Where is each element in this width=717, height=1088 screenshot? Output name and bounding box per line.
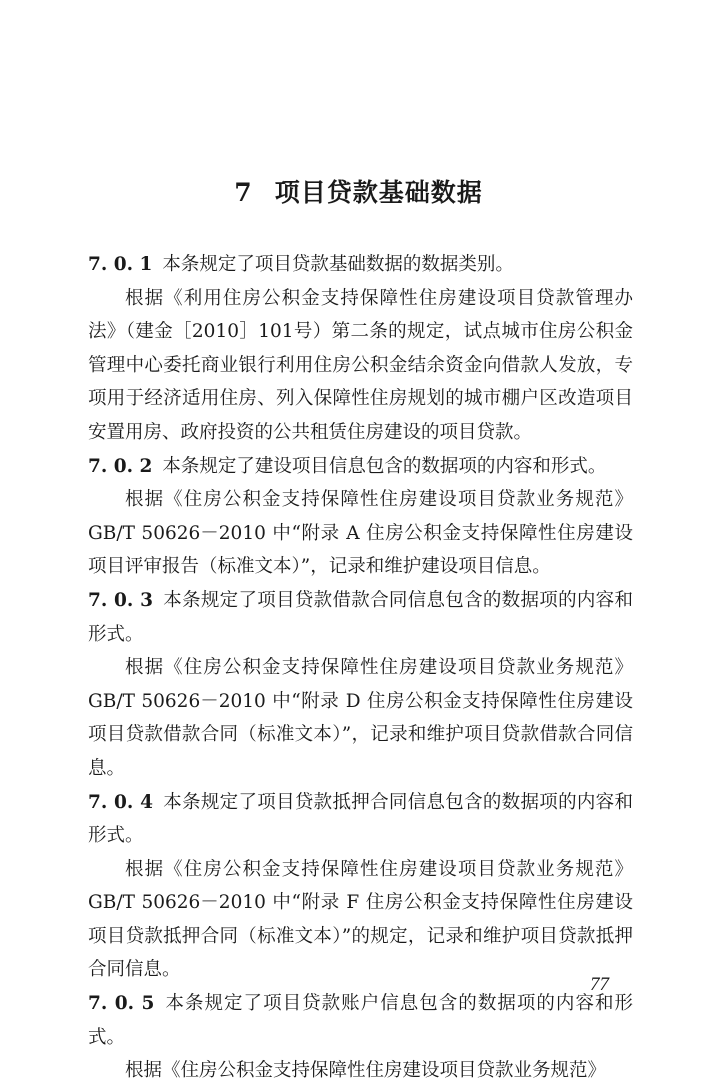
clause-basis: 根据《住房公积金支持保障性住房建设项目贷款业务规范》GB/T 50626－2010 中“附录 F 住房公积金支持保障性住房建设项目贷款抵押合同（标准文本）”的规定，记录和维护项目贷款抵押合同信息。 bbox=[88, 858, 633, 981]
clause-text: 本条规定了项目贷款抵押合同信息包含的数据项的内容和形式。 bbox=[88, 791, 633, 847]
clause-7-0-1 bbox=[88, 248, 633, 282]
chapter-title-text: 项目贷款基础数据 bbox=[274, 178, 483, 207]
clause-basis: 根据《住房公积金支持保障性住房建设项目贷款业务规范》GB/T 50626－2010 中“附录 D 住房公积金支持保障性住房建设项目贷款借款合同（标准文本）”，记录和维护项目贷款借款合同信息。 bbox=[88, 657, 633, 779]
clause-text: 本条规定了项目贷款基础数据的数据类别。 bbox=[162, 254, 514, 275]
clause-basis: 根据《利用住房公积金支持保障性住房建设项目贷款管理办法》（建金［2010］101号）第二条的规定，试点城市住房公积金管理中心委托商业银行利用住房公积金结余资金向借款人发放，专项用于经济适用住房、列入保障性住房规划的城市棚户区改造项目安置用房、政府投资的公共租赁住房建设的项目贷款。 bbox=[88, 287, 633, 443]
clause-number: 7. 0. 4 bbox=[88, 791, 153, 813]
clause-basis: 根据《住房公积金支持保障性住房建设项目贷款业务规范》 bbox=[125, 1060, 607, 1082]
clause-text: 本条规定了项目贷款借款合同信息包含的数据项的内容和形式。 bbox=[88, 589, 633, 645]
page-number: 77 bbox=[590, 974, 609, 995]
clause-7-0-2 bbox=[88, 450, 633, 484]
clause-basis: 根据《住房公积金支持保障性住房建设项目贷款业务规范》GB/T 50626－2010 中“附录 A 住房公积金支持保障性住房建设项目评审报告（标准文本）”，记录和维护建设项目信息。 bbox=[88, 489, 633, 578]
clause-number: 7. 0. 3 bbox=[88, 589, 153, 611]
clause-7-0-3 bbox=[88, 584, 633, 651]
chapter-body bbox=[88, 248, 633, 1088]
clause-number: 7. 0. 5 bbox=[88, 993, 155, 1015]
chapter-title bbox=[0, 173, 717, 209]
chapter-number: 7 bbox=[234, 178, 253, 207]
clause-text: 本条规定了项目贷款账户信息包含的数据项的内容和形式。 bbox=[88, 993, 633, 1048]
clause-7-0-4 bbox=[88, 786, 633, 853]
clause-number: 7. 0. 1 bbox=[88, 254, 153, 275]
clause-number: 7. 0. 2 bbox=[88, 455, 153, 477]
clause-text: 本条规定了建设项目信息包含的数据项的内容和形式。 bbox=[162, 455, 607, 477]
clause-7-0-5 bbox=[88, 987, 633, 1054]
